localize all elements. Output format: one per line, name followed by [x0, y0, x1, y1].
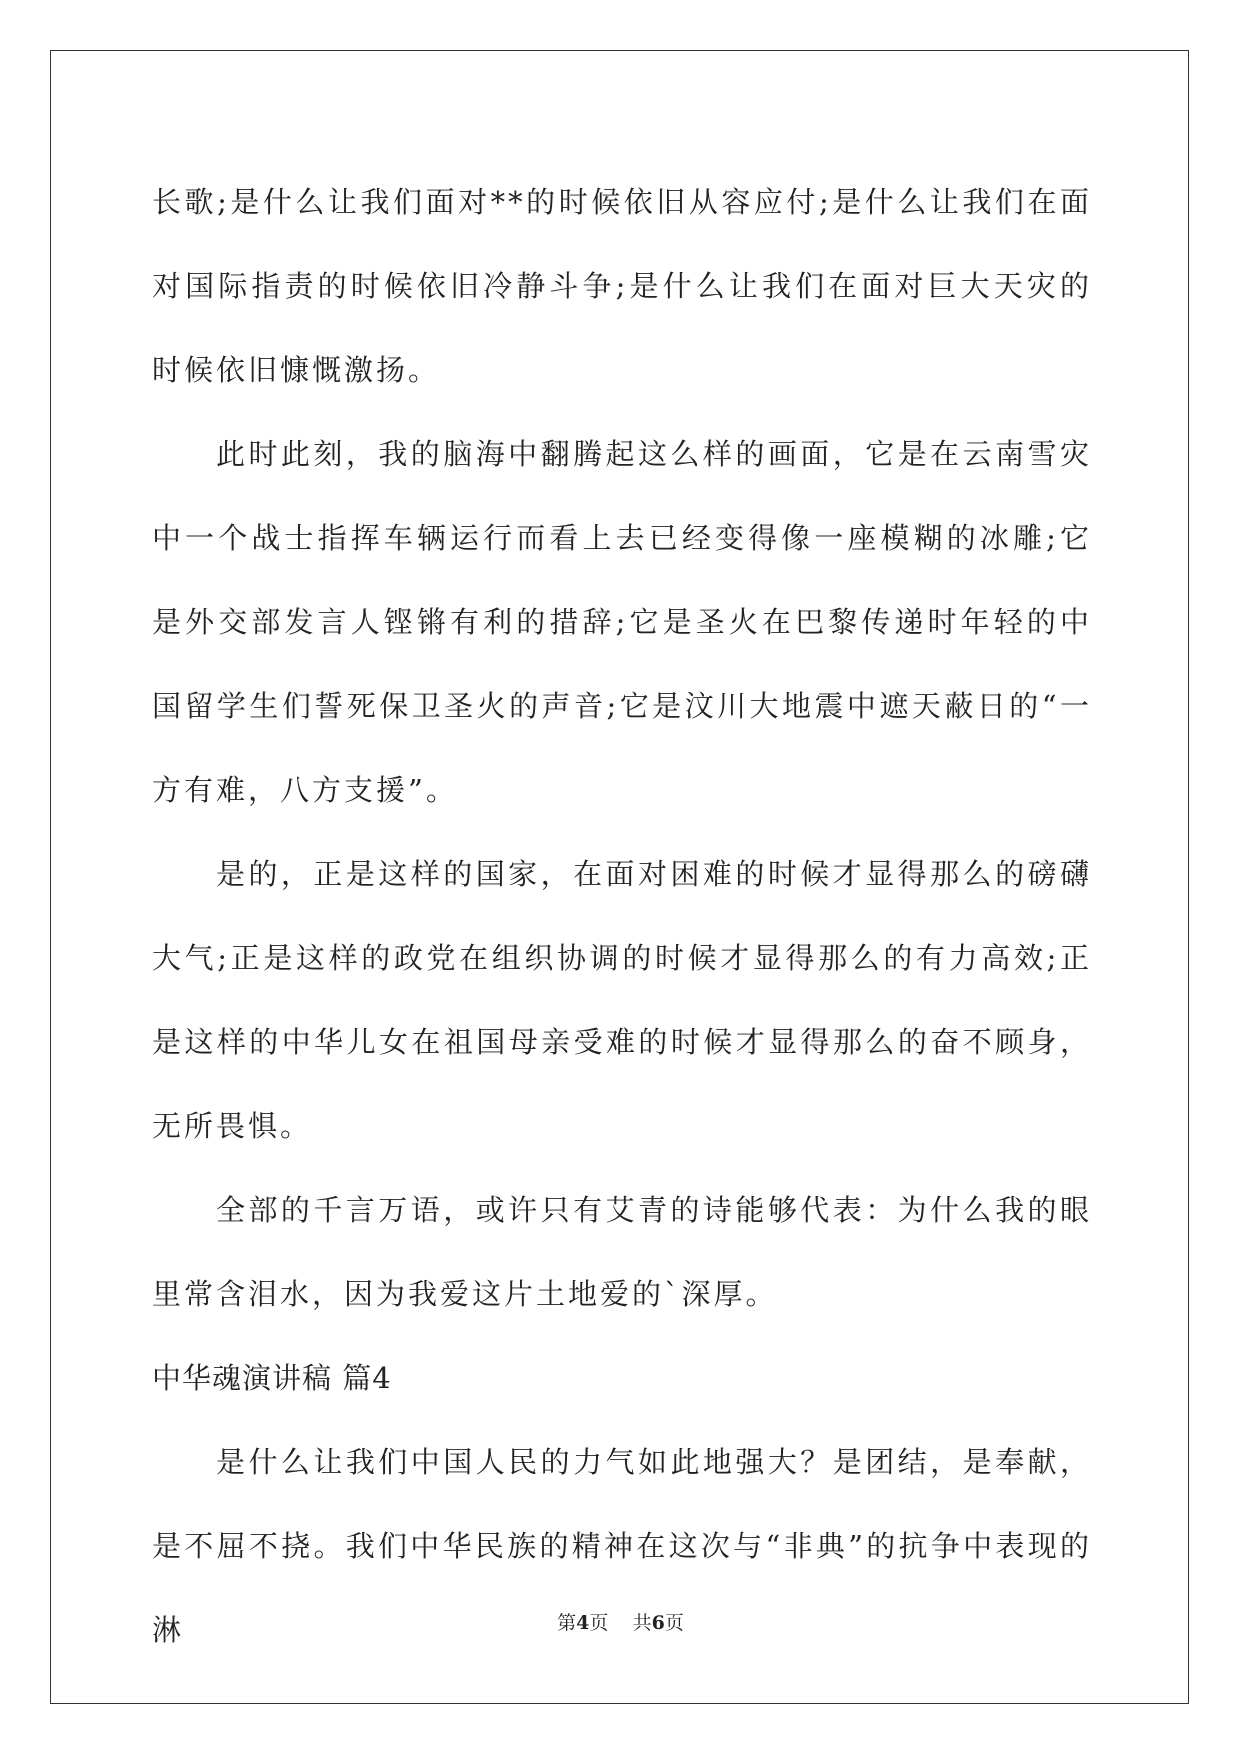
page-number: 4 [576, 1612, 590, 1634]
page-footer [0, 1608, 1241, 1635]
paragraph-4: 全部的千言万语，或许只有艾青的诗能够代表：为什么我的眼里常含泪水，因为我爱这片土地爱的`深厚。 [152, 1193, 1092, 1311]
document-body [152, 160, 1092, 1672]
total-pages: 6 [651, 1612, 665, 1634]
paragraph-5: 是什么让我们中国人民的力气如此地强大？是团结，是奉献，是不屈不挠。我们中华民族的精神在这次与“非典”的抗争中表现的淋 [152, 1445, 1092, 1647]
total-prefix: 共 [632, 1612, 652, 1634]
page-suffix: 页 [589, 1612, 609, 1634]
section-heading: 中华魂演讲稿 篇4 [152, 1361, 392, 1395]
total-suffix: 页 [664, 1612, 684, 1634]
paragraph-1: 长歌;是什么让我们面对**的时候依旧从容应付;是什么让我们在面对国际指责的时候依旧冷静斗争;是什么让我们在面对巨大天灾的时候依旧慷慨激扬。 [152, 185, 1092, 387]
page-prefix: 第 [557, 1612, 577, 1634]
paragraph-3: 是的，正是这样的国家，在面对困难的时候才显得那么的磅礴大气;正是这样的政党在组织协调的时候才显得那么的有力高效;正是这样的中华儿女在祖国母亲受难的时候才显得那么的奋不顾身，无所畏惧。 [152, 857, 1092, 1143]
paragraph-2: 此时此刻，我的脑海中翻腾起这么样的画面，它是在云南雪灾中一个战士指挥车辆运行而看上去已经变得像一座模糊的冰雕;它是外交部发言人铿锵有利的措辞;它是圣火在巴黎传递时年轻的中国留学生们誓死保卫圣火的声音;它是汶川大地震中遮天蔽日的“一方有难，八方支援”。 [152, 437, 1092, 807]
